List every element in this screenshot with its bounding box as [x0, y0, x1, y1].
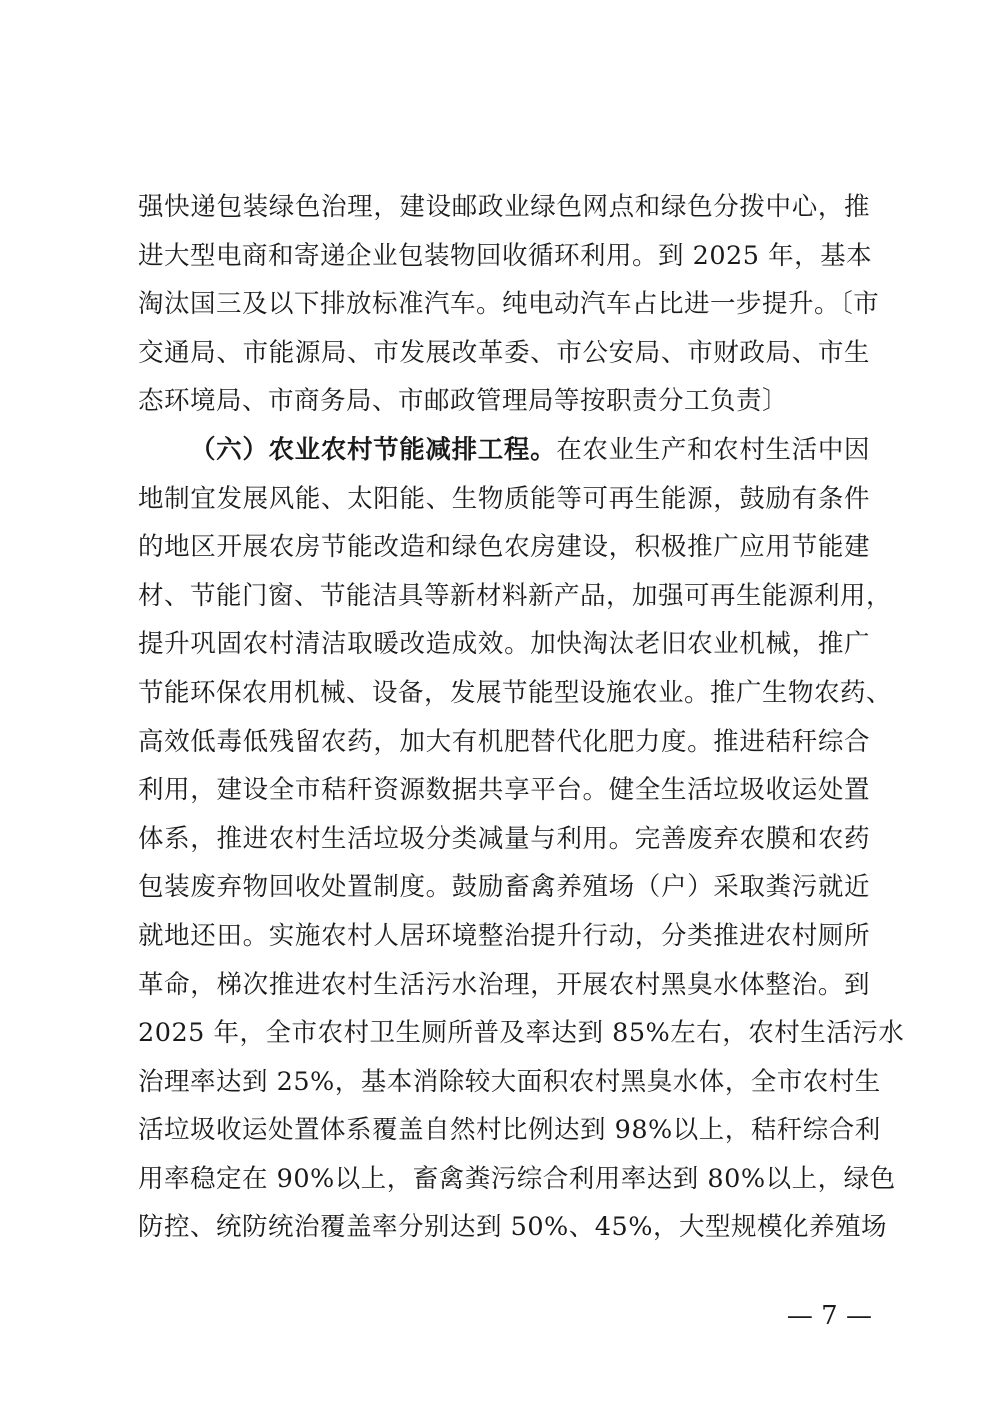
text-line: 防控、统防统治覆盖率分别达到 50%、45%，大型规模化养殖场 — [138, 1212, 887, 1243]
text-line: 包装废弃物回收处置制度。鼓励畜禽养殖场（户）采取粪污就近 — [138, 872, 870, 903]
text-line: 淘汰国三及以下排放标准汽车。纯电动汽车占比进一步提升。〔市 — [138, 289, 880, 320]
text-line: 提升巩固农村清洁取暖改造成效。加快淘汰老旧农业机械，推广 — [138, 629, 870, 660]
text-line: 利用，建设全市秸秆资源数据共享平台。健全生活垃圾收运处置 — [138, 775, 870, 806]
text-line: 态环境局、市商务局、市邮政管理局等按职责分工负责〕 — [138, 386, 789, 417]
text-line: 的地区开展农房节能改造和绿色农房建设，积极推广应用节能建 — [138, 532, 870, 563]
text-line: 用率稳定在 90%以上，畜禽粪污综合利用率达到 80%以上，绿色 — [138, 1163, 896, 1194]
section-first-line — [138, 426, 870, 475]
document-body — [138, 183, 905, 1252]
text-line: 体系，推进农村生活垃圾分类减量与利用。完善废弃农膜和农药 — [138, 823, 870, 854]
text-line: 交通局、市能源局、市发展改革委、市公安局、市财政局、市生 — [138, 337, 870, 368]
text-line: 就地还田。实施农村人居环境整治提升行动，分类推进农村厕所 — [138, 920, 870, 951]
text-line: 强快递包装绿色治理，建设邮政业绿色网点和绿色分拨中心，推 — [138, 192, 870, 222]
text-line: 地制宜发展风能、太阳能、生物质能等可再生能源，鼓励有条件 — [138, 483, 870, 514]
text-line: 2025 年，全市农村卫生厕所普及率达到 85%左右，农村生活污水 — [138, 1018, 905, 1049]
text-line: 治理率达到 25%，基本消除较大面积农村黑臭水体，全市农村生 — [138, 1066, 881, 1097]
text-line: 材、节能门窗、节能洁具等新材料新产品，加强可再生能源利用， — [138, 580, 893, 611]
page-number: — 7 — — [786, 1301, 872, 1331]
text-line: 节能环保农用机械、设备，发展节能型设施农业。推广生物农药、 — [138, 677, 893, 708]
text-line: 活垃圾收运处置体系覆盖自然村比例达到 98%以上，秸秆综合利 — [138, 1115, 881, 1146]
section-heading: （六）农业农村节能减排工程。 — [190, 434, 557, 465]
text-line: 革命，梯次推进农村生活污水治理，开展农村黑臭水体整治。到 — [138, 969, 870, 1000]
text-line: 高效低毒低残留农药，加大有机肥替代化肥力度。推进秸秆综合 — [138, 726, 870, 757]
text-line: 进大型电商和寄递企业包装物回收循环利用。到 2025 年，基本 — [138, 240, 873, 271]
section-first-line-text: 在农业生产和农村生活中因 — [556, 434, 870, 465]
